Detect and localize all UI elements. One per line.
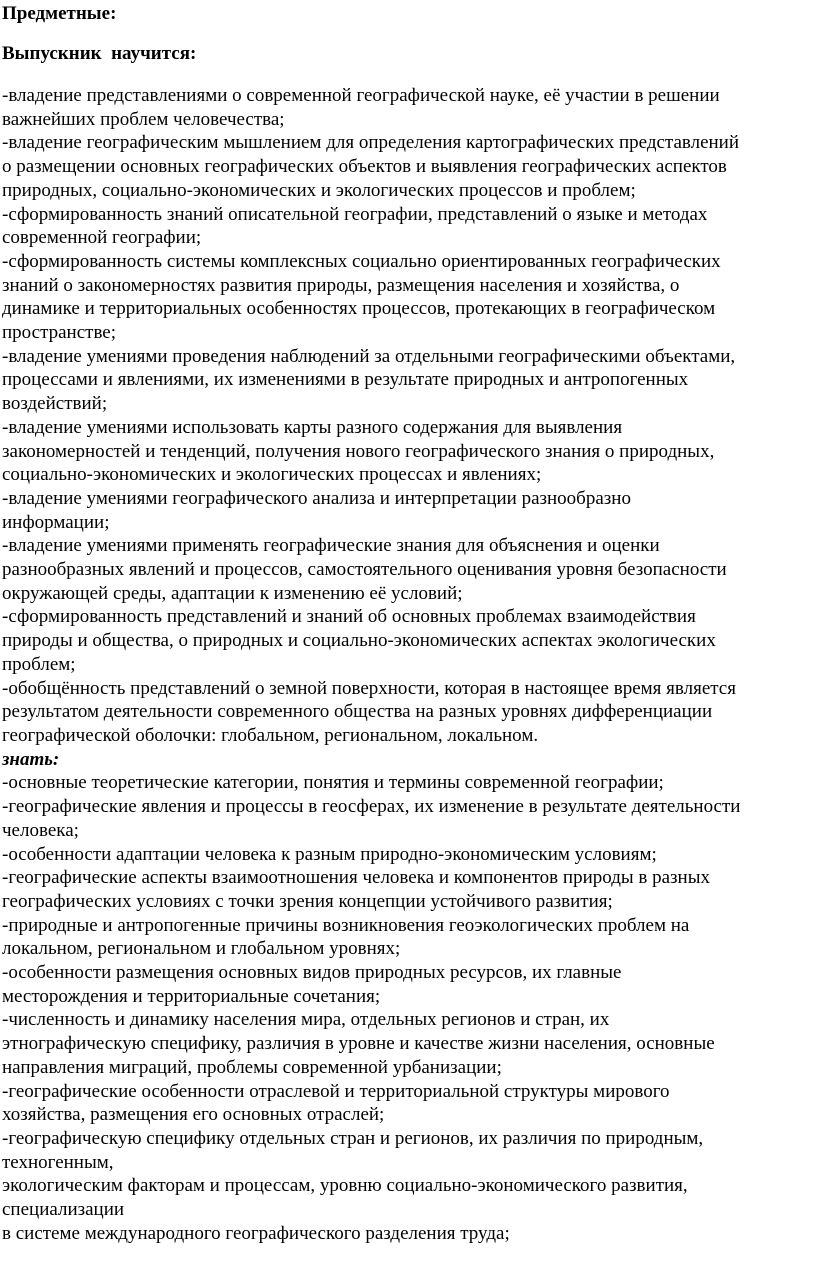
text-line: хозяйства, размещения его основных отраслей; bbox=[2, 1104, 385, 1126]
text-line: географических условиях с точки зрения концепции устойчивого развития; bbox=[2, 890, 613, 912]
document-body bbox=[2, 84, 814, 1245]
text-line: человека; bbox=[2, 819, 79, 841]
text-line: -основные теоретические категории, понятия и термины современной географии; bbox=[2, 772, 664, 794]
text-line: направления миграций, проблемы современной урбанизации; bbox=[2, 1056, 502, 1078]
text-line: социально-экономических и экологических процессах и явлениях; bbox=[2, 464, 542, 486]
text-line: -владение умениями географического анализа и интерпретации разнообразно bbox=[2, 487, 631, 509]
text-line: экологическим факторам и процессам, уровню социально-экономического развития, bbox=[2, 1175, 688, 1197]
subject-heading: Предметные: bbox=[2, 3, 117, 24]
text-line: -владение представлениями о современной географической науке, её участии в решении bbox=[2, 85, 720, 106]
text-line: -географические аспекты взаимоотношения человека и компонентов природы в разных bbox=[2, 867, 710, 889]
text-line: закономерностей и тенденций, получения нового географического знания о природных, bbox=[2, 440, 715, 462]
text-line: знаний о закономерностях развития природы, размещения населения и хозяйства, о bbox=[2, 274, 680, 296]
text-line: природы и общества, о природных и социально-экономических аспектах экологических bbox=[2, 630, 716, 652]
text-line: воздействий; bbox=[2, 393, 108, 415]
text-line: современной географии; bbox=[2, 227, 202, 249]
text-line: разнообразных явлений и процессов, самостоятельного оценивания уровня безопасности bbox=[2, 559, 727, 581]
text-line: -владение умениями применять географические знания для объяснения и оценки bbox=[2, 535, 660, 557]
text-line: -сформированность знаний описательной географии, представлений о языке и методах bbox=[2, 203, 708, 225]
text-line: -особенности размещения основных видов природных ресурсов, их главные bbox=[2, 962, 622, 984]
text-line: -географическую специфику отдельных стран и регионов, их различия по природным, bbox=[2, 1127, 704, 1149]
text-line: специализации bbox=[2, 1199, 125, 1221]
text-line: -географические явления и процессы в геосферах, их изменение в результате деятельности bbox=[2, 796, 741, 818]
text-line: результатом деятельности современного общества на разных уровнях дифференциации bbox=[2, 701, 713, 723]
text-line: -владение географическим мышлением для определения картографических представлений bbox=[2, 132, 740, 154]
text-line: географической оболочки: глобальном, региональном, локальном. bbox=[2, 724, 539, 746]
text-line: техногенным, bbox=[2, 1151, 114, 1173]
text-line: о размещении основных географических объектов и выявления географических аспектов bbox=[2, 156, 727, 178]
know-heading: знать: bbox=[2, 748, 60, 770]
text-line: месторождения и территориальные сочетания; bbox=[2, 985, 381, 1007]
text-line: -природные и антропогенные причины возникновения геоэкологических проблем на bbox=[2, 914, 690, 936]
text-line: этнографическую специфику, различия в уровне и качестве жизни населения, основные bbox=[2, 1033, 715, 1055]
graduate-heading: Выпускник научится: bbox=[2, 43, 197, 64]
text-line: природных, социально-экономических и экологических процессов и проблем; bbox=[2, 179, 636, 201]
text-line: -владение умениями проведения наблюдений за отдельными географическими объектами, bbox=[2, 345, 736, 367]
text-line: локальном, региональном и глобальном уровнях; bbox=[2, 938, 401, 960]
text-line: в системе международного географического разделения труда; bbox=[2, 1222, 510, 1244]
text-line: -численность и динамику населения мира, отдельных регионов и стран, их bbox=[2, 1009, 610, 1031]
text-line: -обобщённость представлений о земной поверхности, которая в настоящее время является bbox=[2, 677, 736, 699]
text-line: важнейших проблем человечества; bbox=[2, 108, 285, 130]
text-line: пространстве; bbox=[2, 322, 117, 344]
text-line: динамике и территориальных особенностях процессов, протекающих в географическом bbox=[2, 298, 716, 320]
text-line: проблем; bbox=[2, 653, 76, 675]
text-line: процессами и явлениями, их изменениями в результате природных и антропогенных bbox=[2, 369, 689, 391]
text-line: -сформированность представлений и знаний об основных проблемах взаимодействия bbox=[2, 606, 696, 628]
text-line: -особенности адаптации человека к разным природно-экономическим условиям; bbox=[2, 843, 657, 865]
text-line: окружающей среды, адаптации к изменению её условий; bbox=[2, 582, 463, 604]
text-line: -сформированность системы комплексных социально ориентированных географических bbox=[2, 250, 721, 272]
text-line: -владение умениями использовать карты разного содержания для выявления bbox=[2, 416, 623, 438]
text-line: информации; bbox=[2, 511, 110, 533]
text-line: -географические особенности отраслевой и территориальной структуры мирового bbox=[2, 1080, 670, 1102]
